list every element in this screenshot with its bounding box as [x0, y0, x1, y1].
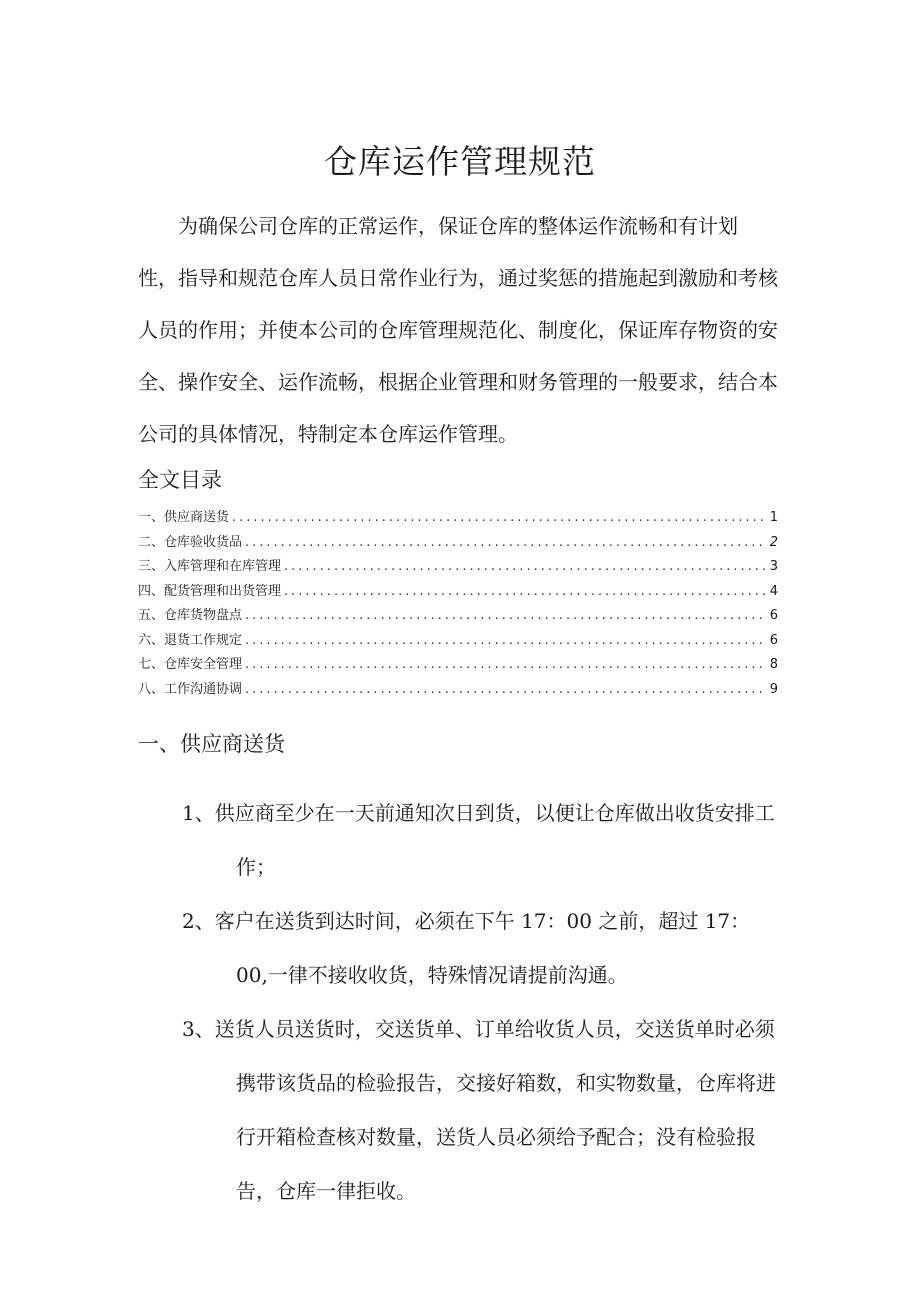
toc-entry[interactable]: [138, 531, 778, 556]
toc-leader-dots: [245, 535, 767, 550]
toc-entry[interactable]: [138, 580, 778, 605]
list-item: [182, 894, 792, 1002]
intro-line: 公司的具体情况，特制定本仓库运作管理。: [138, 422, 518, 446]
table-of-contents: [138, 506, 778, 702]
toc-entry-label: 四、配货管理和出货管理: [138, 583, 282, 599]
item-line: 行开箱检查核对数量，送货人员必须给予配合；没有检验报: [236, 1125, 756, 1149]
list-item: [182, 1002, 792, 1218]
toc-leader-dots: [245, 608, 767, 623]
toc-entry-label: 三、入库管理和在库管理: [138, 559, 282, 574]
toc-leader-dots: [245, 682, 767, 697]
toc-entry-page: 3: [769, 559, 778, 574]
toc-leader-dots: [245, 633, 767, 648]
intro-line: 性，指导和规范仓库人员日常作业行为，通过奖惩的措施起到激励和考核: [138, 266, 778, 290]
toc-entry-page: 4: [769, 583, 778, 599]
toc-entry-page: 1: [769, 510, 778, 525]
toc-entry-page: 9: [769, 681, 778, 697]
item-line: 00,一律不接收收货，特殊情况请提前沟通。: [236, 963, 628, 987]
toc-entry[interactable]: [138, 629, 778, 654]
intro-paragraph: [138, 200, 788, 460]
intro-line: 为确保公司仓库的正常运作，保证仓库的整体运作流畅和有计划: [178, 214, 738, 238]
toc-leader-dots: [232, 510, 767, 525]
list-item: [182, 786, 792, 894]
toc-leader-dots: [284, 584, 767, 599]
toc-entry[interactable]: [138, 555, 778, 580]
toc-entry-label: 六、退货工作规定: [138, 632, 243, 648]
toc-leader-dots: [284, 559, 767, 574]
item-line: 2、客户在送货到达时间，必须在下午 17：00 之前，超过 17：: [182, 909, 751, 933]
toc-leader-dots: [245, 657, 767, 672]
toc-entry-label: 五、仓库货物盘点: [138, 608, 243, 623]
toc-entry[interactable]: [138, 678, 778, 703]
toc-entry-label: 一、供应商送货: [138, 510, 230, 525]
intro-line: 全、操作安全、运作流畅，根据企业管理和财务管理的一般要求，结合本: [138, 370, 778, 394]
toc-entry-page: 2: [769, 534, 778, 550]
item-line: 告，仓库一律拒收。: [236, 1179, 416, 1203]
toc-entry[interactable]: [138, 653, 778, 678]
item-line: 作；: [236, 855, 276, 879]
item-line: 1、供应商至少在一天前通知次日到货，以便让仓库做出收货安排工: [182, 801, 775, 825]
intro-line: 人员的作用；并使本公司的仓库管理规范化、制度化，保证库存物资的安: [138, 318, 778, 342]
toc-entry-page: 6: [769, 632, 778, 648]
toc-entry-label: 八、工作沟通协调: [138, 681, 243, 697]
item-line: 携带该货品的检验报告，交接好箱数，和实物数量，仓库将进: [236, 1071, 776, 1095]
toc-title: 全文目录: [138, 468, 222, 492]
toc-entry-page: 6: [769, 608, 778, 623]
item-line: 3、送货人员送货时，交送货单、订单给收货人员，交送货单时必须: [182, 1017, 775, 1041]
toc-entry[interactable]: [138, 604, 778, 629]
section-heading: 一、供应商送货: [138, 732, 285, 756]
document-title: 仓库运作管理规范: [324, 142, 596, 181]
toc-entry[interactable]: [138, 506, 778, 531]
toc-entry-label: 七、仓库安全管理: [138, 657, 243, 672]
toc-entry-page: 8: [769, 657, 778, 672]
section-items: [182, 786, 792, 1218]
toc-entry-label: 二、仓库验收货品: [138, 534, 243, 550]
